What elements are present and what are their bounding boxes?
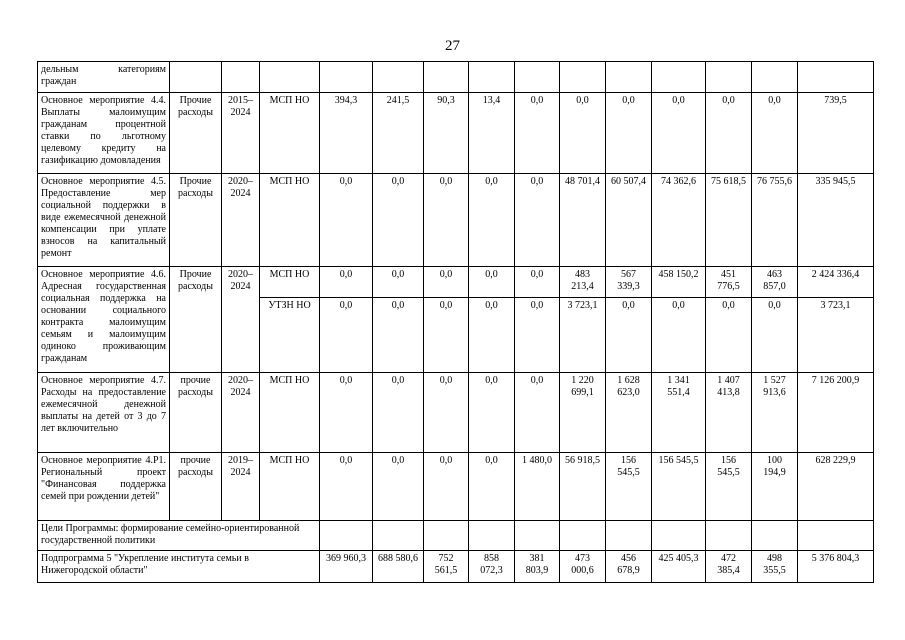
row-value: 0,0 xyxy=(424,298,469,373)
row-years: 2020–2024 xyxy=(222,373,260,453)
row-years xyxy=(222,62,260,93)
empty-cell xyxy=(424,521,469,551)
row-source: Прочие расходы xyxy=(170,93,222,174)
table-row xyxy=(38,93,874,174)
row-value: 0,0 xyxy=(606,93,652,174)
row-value: 0,0 xyxy=(469,298,515,373)
row-value: 156 545,5 xyxy=(706,453,752,521)
row-name: Основное мероприятие 4.7. Расходы на предоставление ежемесячной денежной выплаты на детей от 3 до 7 лет включительно xyxy=(38,373,170,453)
row-value: 0,0 xyxy=(373,174,424,267)
program-goal: Цели Программы: формирование семейно-ориентированной государственной политики xyxy=(38,521,320,551)
row-value: 1 341 551,4 xyxy=(652,373,706,453)
table-row xyxy=(38,521,874,551)
row-value: 0,0 xyxy=(515,373,560,453)
row-years: 2015–2024 xyxy=(222,93,260,174)
row-value xyxy=(652,62,706,93)
table-row xyxy=(38,373,874,453)
page-number: 27 xyxy=(445,38,460,54)
empty-cell xyxy=(515,521,560,551)
row-total: 7 126 200,9 xyxy=(798,373,874,453)
row-name: Основное мероприятие 4.5. Предоставление мер социальной поддержки в виде ежемесячной денежной компенсации при уплате взносов на капитальный ремонт xyxy=(38,174,170,267)
row-executor: МСП НО xyxy=(260,174,320,267)
budget-table xyxy=(37,61,874,583)
row-total: 2 424 336,4 xyxy=(798,267,874,298)
row-value: 0,0 xyxy=(373,267,424,298)
row-value: 0,0 xyxy=(515,267,560,298)
table-body xyxy=(38,62,874,583)
row-name: Основное мероприятие 4.4. Выплаты малоимущим гражданам процентной ставки по льготному целевому кредиту на газификацию домовладения xyxy=(38,93,170,174)
row-executor: МСП НО xyxy=(260,267,320,298)
row-executor xyxy=(260,62,320,93)
row-value xyxy=(515,62,560,93)
row-value: 0,0 xyxy=(469,267,515,298)
row-value: 156 545,5 xyxy=(606,453,652,521)
row-value: 0,0 xyxy=(320,373,373,453)
row-value: 472 385,4 xyxy=(706,551,752,583)
row-value: 394,3 xyxy=(320,93,373,174)
table-row xyxy=(38,453,874,521)
table-row xyxy=(38,174,874,267)
row-value: 463 857,0 xyxy=(752,267,798,298)
row-years: 2019–2024 xyxy=(222,453,260,521)
row-value: 473 000,6 xyxy=(560,551,606,583)
row-value: 688 580,6 xyxy=(373,551,424,583)
row-value: 458 150,2 xyxy=(652,267,706,298)
row-value: 0,0 xyxy=(706,298,752,373)
row-value: 0,0 xyxy=(424,267,469,298)
empty-cell xyxy=(752,521,798,551)
row-value: 0,0 xyxy=(424,453,469,521)
row-value: 381 803,9 xyxy=(515,551,560,583)
row-value: 3 723,1 xyxy=(560,298,606,373)
row-value: 48 701,4 xyxy=(560,174,606,267)
row-total xyxy=(798,62,874,93)
row-name: дельным категориям граждан xyxy=(38,62,170,93)
row-value: 567 339,3 xyxy=(606,267,652,298)
row-value xyxy=(469,62,515,93)
row-value: 425 405,3 xyxy=(652,551,706,583)
row-value: 90,3 xyxy=(424,93,469,174)
row-value: 1 527 913,6 xyxy=(752,373,798,453)
row-value: 13,4 xyxy=(469,93,515,174)
row-value xyxy=(752,62,798,93)
row-total: 628 229,9 xyxy=(798,453,874,521)
row-value: 0,0 xyxy=(652,93,706,174)
row-name: Основное мероприятие 4.6. Адресная государственная социальная поддержка на основании социального контракта малоимущим семьям и малоимущим одиноко проживающим гражданам xyxy=(38,267,170,373)
row-source: прочие расходы xyxy=(170,373,222,453)
table-row xyxy=(38,62,874,93)
row-name: Основное мероприятие 4.Р1. Региональный проект "Финансовая поддержка семей при рождении детей" xyxy=(38,453,170,521)
row-value: 60 507,4 xyxy=(606,174,652,267)
row-value xyxy=(424,62,469,93)
row-value: 156 545,5 xyxy=(652,453,706,521)
table-row xyxy=(38,267,874,298)
row-value: 451 776,5 xyxy=(706,267,752,298)
empty-cell xyxy=(560,521,606,551)
row-total: 5 376 804,3 xyxy=(798,551,874,583)
row-value xyxy=(373,62,424,93)
empty-cell xyxy=(706,521,752,551)
empty-cell xyxy=(652,521,706,551)
table-row xyxy=(38,551,874,583)
row-value: 1 480,0 xyxy=(515,453,560,521)
row-value: 0,0 xyxy=(515,93,560,174)
row-value: 0,0 xyxy=(752,298,798,373)
row-value: 241,5 xyxy=(373,93,424,174)
row-total: 739,5 xyxy=(798,93,874,174)
row-value: 0,0 xyxy=(606,298,652,373)
row-value: 0,0 xyxy=(320,174,373,267)
empty-cell xyxy=(606,521,652,551)
row-value: 0,0 xyxy=(560,93,606,174)
row-value: 1 220 699,1 xyxy=(560,373,606,453)
row-value: 456 678,9 xyxy=(606,551,652,583)
row-total: 335 945,5 xyxy=(798,174,874,267)
row-value: 0,0 xyxy=(469,373,515,453)
row-years: 2020–2024 xyxy=(222,174,260,267)
row-value: 0,0 xyxy=(373,453,424,521)
row-value: 0,0 xyxy=(320,267,373,298)
row-executor: МСП НО xyxy=(260,93,320,174)
row-value: 0,0 xyxy=(373,298,424,373)
row-value: 76 755,6 xyxy=(752,174,798,267)
row-value: 0,0 xyxy=(469,174,515,267)
row-value: 0,0 xyxy=(469,453,515,521)
row-executor: УТЗН НО xyxy=(260,298,320,373)
row-value: 0,0 xyxy=(652,298,706,373)
row-source: Прочие расходы xyxy=(170,267,222,373)
row-value: 74 362,6 xyxy=(652,174,706,267)
row-value: 56 918,5 xyxy=(560,453,606,521)
row-value: 0,0 xyxy=(515,298,560,373)
empty-cell xyxy=(469,521,515,551)
row-source xyxy=(170,62,222,93)
subprogram-name: Подпрограмма 5 "Укрепление института семьи в Нижегородской области" xyxy=(38,551,320,583)
row-value: 1 628 623,0 xyxy=(606,373,652,453)
row-value xyxy=(560,62,606,93)
row-value: 0,0 xyxy=(373,373,424,453)
row-value: 752 561,5 xyxy=(424,551,469,583)
row-value xyxy=(606,62,652,93)
row-executor: МСП НО xyxy=(260,453,320,521)
empty-cell xyxy=(798,521,874,551)
row-value: 100 194,9 xyxy=(752,453,798,521)
row-value: 0,0 xyxy=(320,453,373,521)
row-value: 0,0 xyxy=(424,174,469,267)
row-executor: МСП НО xyxy=(260,373,320,453)
row-value: 75 618,5 xyxy=(706,174,752,267)
row-value: 858 072,3 xyxy=(469,551,515,583)
row-value xyxy=(320,62,373,93)
row-value: 0,0 xyxy=(706,93,752,174)
row-value: 498 355,5 xyxy=(752,551,798,583)
row-value: 483 213,4 xyxy=(560,267,606,298)
row-value: 0,0 xyxy=(424,373,469,453)
row-years: 2020–2024 xyxy=(222,267,260,373)
row-value: 0,0 xyxy=(752,93,798,174)
row-source: прочие расходы xyxy=(170,453,222,521)
row-value: 0,0 xyxy=(320,298,373,373)
row-value xyxy=(706,62,752,93)
empty-cell xyxy=(373,521,424,551)
row-value: 369 960,3 xyxy=(320,551,373,583)
row-source: Прочие расходы xyxy=(170,174,222,267)
row-total: 3 723,1 xyxy=(798,298,874,373)
row-value: 1 407 413,8 xyxy=(706,373,752,453)
empty-cell xyxy=(320,521,373,551)
row-value: 0,0 xyxy=(515,174,560,267)
